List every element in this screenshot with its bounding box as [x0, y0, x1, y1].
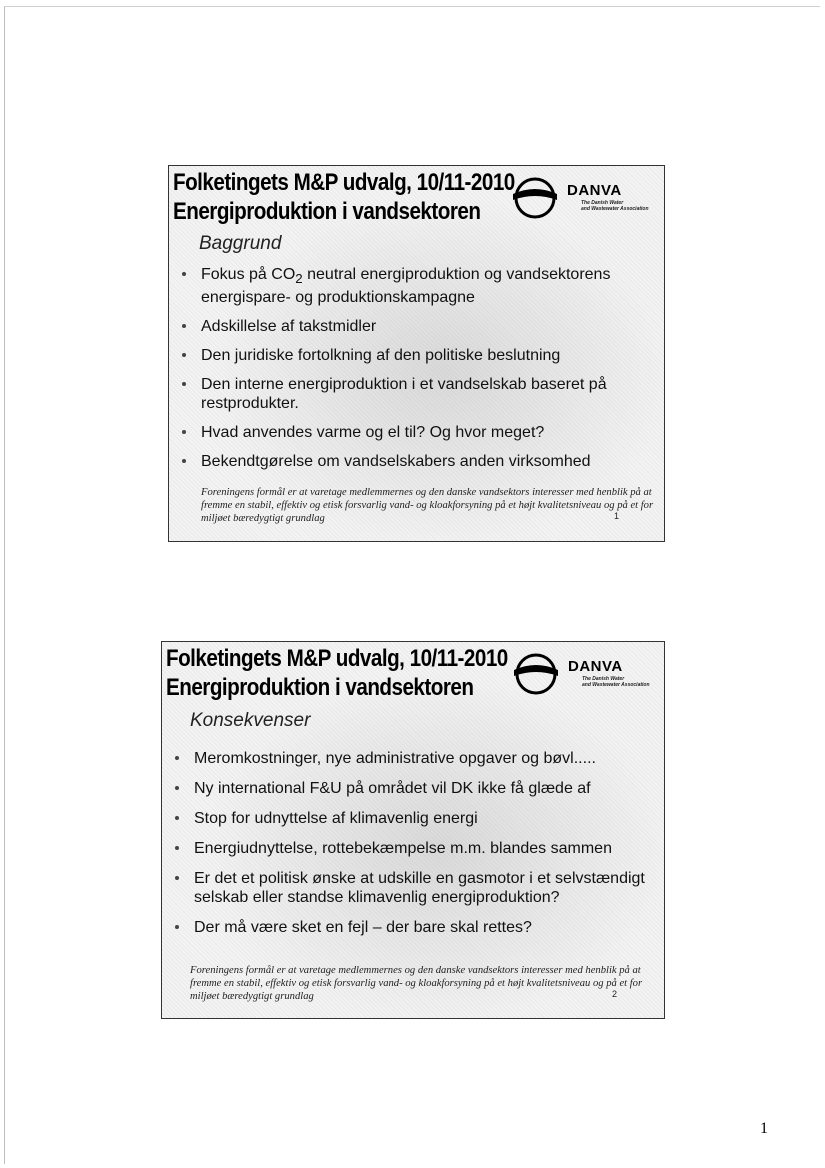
page-number: 1: [760, 1120, 768, 1137]
bullet-item: Der må være sket en fejl – der bare skal rettes?: [172, 918, 652, 937]
bullet-dot-icon: [175, 786, 179, 790]
slide-subtitle: Baggrund: [199, 233, 282, 254]
bullet-item: Fokus på $CO_2$ neutral energiproduktion og vandsektorens energispare- og produktionskampagne: [179, 265, 649, 307]
bullet-item: Energiudnyttelse, rottebekæmpelse m.m. blandes sammen: [172, 839, 652, 858]
bullet-item: Den interne energiproduktion i et vandselskab baseret på restprodukter.: [179, 375, 649, 413]
bullet-item: Meromkostninger, nye administrative opgaver og bøvl.....: [172, 749, 652, 768]
bullet-dot-icon: [182, 272, 186, 276]
logo-name: DANVA: [567, 182, 622, 199]
bullet-dot-icon: [175, 756, 179, 760]
danva-logo: [510, 646, 660, 702]
bullet-list: [172, 749, 652, 948]
title-line-1: Folketingets M&P udvalg, 10/11-2010: [173, 169, 515, 196]
bullet-dot-icon: [182, 324, 186, 328]
slide-2: [161, 641, 665, 1019]
bullet-item: Den juridiske fortolkning af den politiske beslutning: [179, 346, 649, 365]
bullet-item: Ny international F&U på området vil DK ikke få glæde af: [172, 779, 652, 798]
bullet-item: Stop for udnyttelse af klimavenlig energi: [172, 809, 652, 828]
bullet-dot-icon: [175, 876, 179, 880]
slide-title: [173, 168, 515, 226]
bullet-dot-icon: [175, 816, 179, 820]
title-line-1: Folketingets M&P udvalg, 10/11-2010: [166, 645, 508, 672]
bullet-dot-icon: [182, 459, 186, 463]
slide-number: 2: [612, 989, 618, 999]
bullet-item: Bekendtgørelse om vandselskabers anden virksomhed: [179, 452, 649, 471]
slide-footer: Foreningens formål er at varetage medlemmernes og den danske vandsektors interesser med henblik på at fremme en stabil, effektiv og etisk forsvarlig vand- og kloakforsyning på et højt kvalitetsniveau og på et for miljøet bæredygtigt grundlag: [190, 965, 643, 1002]
danva-logo-icon: [510, 646, 566, 702]
logo-tagline: The Danish Water and Wastewater Association: [582, 676, 650, 688]
slide-1: [168, 165, 665, 542]
bullet-dot-icon: [175, 846, 179, 850]
slide-footer: Foreningens formål er at varetage medlemmernes og den danske vandsektors interesser med henblik på at fremme en stabil, effektiv og etisk forsvarlig vand- og kloakforsyning på et højt kvalitetsniveau og på et for miljøet bæredygtigt grundlag: [201, 487, 654, 524]
bullet-list: [179, 265, 649, 481]
logo-name: DANVA: [568, 658, 623, 675]
logo-tagline: The Danish Water and Wastewater Association: [581, 200, 649, 212]
bullet-item: Adskillelse af takstmidler: [179, 317, 649, 336]
slide-number: 1: [614, 511, 620, 521]
bullet-item: Er det et politisk ønske at udskille en gasmotor i et selvstændigt selskab eller standse klimavenlig energiproduktion?: [172, 869, 652, 907]
title-line-2: Energiproduktion i vandsektoren: [166, 674, 474, 701]
bullet-dot-icon: [175, 925, 179, 929]
bullet-dot-icon: [182, 430, 186, 434]
bullet-dot-icon: [182, 382, 186, 386]
slide-title: [166, 644, 508, 702]
slide-subtitle: Konsekvenser: [190, 710, 311, 731]
bullet-dot-icon: [182, 353, 186, 357]
danva-logo: [509, 170, 659, 226]
bullet-item: Hvad anvendes varme og el til? Og hvor meget?: [179, 423, 649, 442]
title-line-2: Energiproduktion i vandsektoren: [173, 198, 481, 225]
danva-logo-icon: [509, 170, 565, 226]
